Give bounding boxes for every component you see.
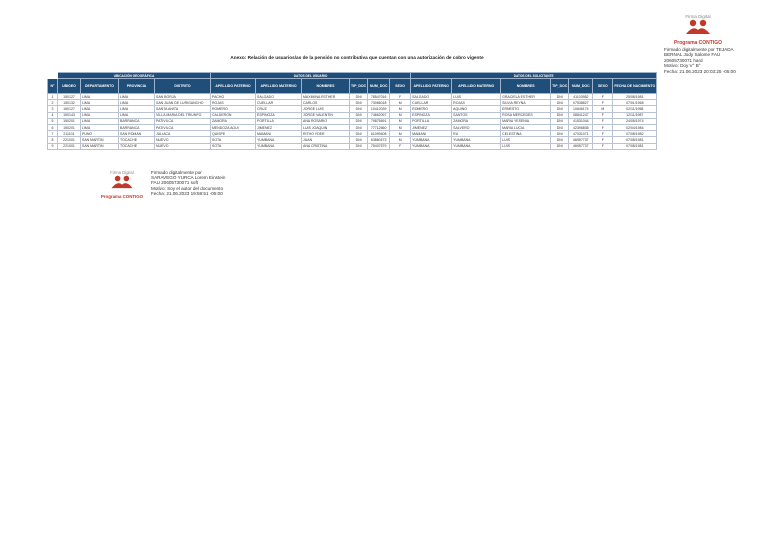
table-cell: LIMA	[81, 118, 119, 124]
table-cell: 46957737	[569, 137, 593, 143]
table-cell: LUIS	[501, 143, 551, 149]
group-header-ubicacion: UBICACIÓN GEOGRÁFICA	[58, 73, 211, 79]
table-cell: 02/04/1984	[613, 124, 657, 130]
table-cell: 07/08/1982	[613, 131, 657, 137]
table-cell: MENDOZA AGUI	[211, 124, 256, 130]
table-body	[48, 94, 657, 150]
table-cell: 12/11/1987	[613, 112, 657, 118]
table-cell: JORGE LUIS	[302, 106, 350, 112]
table-cell: JIMENEZ	[256, 124, 302, 130]
column-header: NOMBRES	[501, 79, 551, 94]
table-cell: LIMA	[119, 94, 155, 100]
column-header: NUM_DOC	[569, 79, 593, 94]
table-cell: ERNESTO	[501, 106, 551, 112]
table-cell: 8	[48, 137, 58, 143]
document-title: Anexo: Relación de usuarios/as de la pensión no contributiva que cuentan con una autorización de cobro vigente	[230, 55, 484, 60]
table-cell: DNI	[551, 143, 569, 149]
signature-line: Firmado digitalmente por TEJADA	[664, 47, 734, 52]
signature-line: Firmado digitalmente por	[151, 170, 202, 175]
table-cell: AQUINO	[452, 106, 501, 112]
table-cell: SAN ROMAN	[119, 131, 155, 137]
program-name: Programa CONTIGO	[673, 40, 723, 46]
column-header: N°	[48, 79, 58, 94]
table-cell: CALDERON	[211, 112, 256, 118]
table-cell: LUIS	[501, 137, 551, 143]
table-cell: SALGADO	[256, 94, 302, 100]
table-cell: SAN MARTIN	[81, 143, 119, 149]
table-cell: 46957737	[569, 143, 593, 149]
table-cell: F	[593, 118, 613, 124]
column-header: APELLIDO PATERNO	[211, 79, 256, 94]
table-cell: PATIVILCA	[155, 124, 211, 130]
table-cell: 150201	[58, 124, 81, 130]
signature-title: Firma Digital	[685, 14, 711, 19]
column-header: APELLIDO MATERNO	[452, 79, 501, 94]
digital-signature-top	[664, 14, 768, 74]
table-cell: JULIACA	[155, 131, 211, 137]
table-cell: F	[593, 131, 613, 137]
table-cell: SAN BORJA	[155, 94, 211, 100]
table-cell: CUELLAR	[411, 100, 452, 106]
table-cell: PATIVILCA	[155, 118, 211, 124]
signature-line: Motivo: Soy el autor del documento	[151, 185, 224, 191]
table-cell: LIMA	[119, 100, 155, 106]
table-cell: YUMBANA	[256, 137, 302, 143]
column-header: SEXO	[593, 79, 613, 94]
signature-line: Motivo: Doy V° B°	[664, 63, 701, 69]
contigo-logo-icon	[683, 19, 713, 35]
table-cell: ANA ROSARIO	[302, 118, 350, 124]
table-cell: YUMBANA	[411, 137, 452, 143]
table-cell: 6	[48, 124, 58, 130]
table-cell: M	[390, 131, 411, 137]
table-cell: M	[390, 100, 411, 106]
column-header: APELLIDO PATERNO	[411, 79, 452, 94]
table-cell: 10412039	[368, 106, 390, 112]
table-cell: 3	[48, 106, 58, 112]
table-cell: F	[593, 124, 613, 130]
table-cell: DNI	[551, 131, 569, 137]
table-cell: CELESTINA	[501, 131, 551, 137]
table-cell: RU	[452, 131, 501, 137]
table-cell: 221001	[58, 143, 81, 149]
table-cell: DNI	[551, 94, 569, 100]
table-cell: SILVIA REYNA	[501, 100, 551, 106]
table-cell: SAN JUAN DE LURIGANCHO	[155, 100, 211, 106]
table-cell: PACHO	[211, 94, 256, 100]
table-cell: 41103952	[569, 94, 593, 100]
table-cell: NUEVO	[155, 137, 211, 143]
table-cell: 79875691	[368, 118, 390, 124]
table-cell: 77712660	[368, 124, 390, 130]
table-cell: 150127	[58, 94, 81, 100]
table-cell: VILLA MARIA DEL TRIUNFO	[155, 112, 211, 118]
table-cell: YUMBANA	[256, 143, 302, 149]
signature-line: 20605730071 hard	[664, 57, 703, 63]
table-cell: 07/08/1981	[613, 143, 657, 149]
signature-title: Firma Digital	[110, 170, 134, 175]
column-header: DEPARTAMENTO	[81, 79, 119, 94]
table-cell: 221001	[58, 137, 81, 143]
table-cell: DNI	[350, 100, 368, 106]
table-cell: 150201	[58, 118, 81, 124]
table-cell: 61099408	[368, 131, 390, 137]
table-cell: ESPINOZA	[411, 112, 452, 118]
table-cell: SANTA ANITA	[155, 106, 211, 112]
table-cell: JIMENEZ	[411, 124, 452, 130]
table-cell: 74662097	[368, 112, 390, 118]
table-cell: F	[593, 137, 613, 143]
table-cell: SOTA	[211, 143, 256, 149]
table-cell: F	[593, 112, 613, 118]
table-cell: ROMERO	[411, 106, 452, 112]
table-cell: ANA CRISTINA	[302, 143, 350, 149]
table-cell: MAXIMINA ESTHER	[302, 94, 350, 100]
signature-line: FAU 20605730071 soft	[151, 180, 198, 186]
signature-details	[664, 47, 768, 74]
table-cell: 5	[48, 118, 58, 124]
table-cell: F	[593, 94, 613, 100]
table-cell: DNI	[350, 143, 368, 149]
column-header: DISTRITO	[155, 79, 211, 94]
table-cell: 07538827	[569, 100, 593, 106]
column-header: NOMBRES	[302, 79, 350, 94]
table-cell: 1	[48, 94, 58, 100]
table-cell: MARIA LUCIA	[501, 124, 551, 130]
table-cell: DNI	[551, 100, 569, 106]
signature-line: BERNAL Jody Salome FAU	[664, 52, 721, 58]
table-cell: DNI	[551, 137, 569, 143]
column-header: PROVINCIA	[119, 79, 155, 94]
table-cell: ZAMORA	[211, 118, 256, 124]
table-cell: 7	[48, 131, 58, 137]
table-cell: M	[390, 137, 411, 143]
table-cell: 63860473	[368, 137, 390, 143]
column-header-row	[48, 79, 657, 94]
table-cell: JORGE VALENTIN	[302, 112, 350, 118]
table-cell: LUIS	[452, 94, 501, 100]
column-header: TIP_DOC	[551, 79, 569, 94]
table-cell: ROMERO	[211, 106, 256, 112]
table-cell: 150127	[58, 106, 81, 112]
table-cell: CARLOS	[302, 100, 350, 106]
table-cell: DNI	[350, 94, 368, 100]
table-cell: F	[390, 143, 411, 149]
contigo-logo-icon	[107, 175, 137, 189]
table-cell: PUNO	[81, 131, 119, 137]
table-cell: DNI	[350, 112, 368, 118]
table-cell: LIMA	[81, 112, 119, 118]
table-cell: LIMA	[81, 100, 119, 106]
signature-line: Fecha: 21.06.2023 20:03:25 -05:00	[664, 68, 736, 74]
table-cell: LIMA	[81, 106, 119, 112]
column-header: APELLIDO MATERNO	[256, 79, 302, 94]
table-cell: BARRANCA	[119, 124, 155, 130]
column-header: SEXO	[390, 79, 411, 94]
table-cell: 2	[48, 100, 58, 106]
table-cell: 24/05/1974	[613, 118, 657, 124]
table-cell: 211101	[58, 131, 81, 137]
table-cell: M	[390, 124, 411, 130]
table-cell: 10646174	[569, 106, 593, 112]
column-header: NUM_DOC	[368, 79, 390, 94]
table-cell: 73066018	[368, 100, 390, 106]
table-cell: GRACIELA ESTHER	[501, 94, 551, 100]
signature-line: Fecha: 21.06.2023 19:58:51 -05:00	[151, 190, 223, 196]
table-cell: MAMANI	[256, 131, 302, 137]
table-cell: RITHO YDER	[302, 131, 350, 137]
table-cell: PORTILLA	[411, 118, 452, 124]
table-row	[48, 143, 657, 149]
table-cell: 150132	[58, 100, 81, 106]
table-cell: SANTOS	[452, 112, 501, 118]
table-cell: ZAMORA	[452, 118, 501, 124]
table-cell: DNI	[350, 124, 368, 130]
table-cell: LUIS JOAQUIN	[302, 124, 350, 130]
table-cell: CRUZ	[256, 106, 302, 112]
contigo-logo	[668, 19, 728, 40]
group-header-solicitante: DATOS DEL SOLICITANTE	[411, 73, 657, 79]
table-cell: 42396808	[569, 124, 593, 130]
table-cell: DNI	[551, 112, 569, 118]
table-cell: YUMBANA	[452, 143, 501, 149]
group-header-usuario: DATOS DEL USUARIO	[211, 73, 411, 79]
column-header: TIP_DOC	[350, 79, 368, 94]
table-cell: 4	[48, 112, 58, 118]
table-cell: NUEVO	[155, 143, 211, 149]
table-cell: DNI	[551, 118, 569, 124]
table-cell: ROSA MERCEDES	[501, 112, 551, 118]
table-cell: M	[390, 112, 411, 118]
table-cell: SAN MARTIN	[81, 137, 119, 143]
signature-line: SARAVEGO YURCA Lorem Einstein	[151, 175, 226, 181]
table-cell: 75407579	[368, 143, 390, 149]
table-cell: ESPINOZA	[256, 112, 302, 118]
table-cell: LIMA	[81, 124, 119, 130]
table-cell: 41531044	[569, 118, 593, 124]
table-cell: DNI	[350, 137, 368, 143]
table-cell: LIMA	[119, 112, 155, 118]
table-cell: F	[390, 94, 411, 100]
table-cell: F	[593, 143, 613, 149]
table-cell: PORTILLA	[256, 118, 302, 124]
program-name: Programa CONTIGO	[100, 194, 144, 199]
table-cell: MARIA YESENIA	[501, 118, 551, 124]
table-cell: 150143	[58, 112, 81, 118]
table-cell: SALGADO	[411, 94, 452, 100]
table-cell: M	[593, 106, 613, 112]
table-cell: 08841247	[569, 112, 593, 118]
table-cell: DNI	[551, 124, 569, 130]
table-cell: YUMBANA	[452, 137, 501, 143]
table-cell: BARRANCA	[119, 118, 155, 124]
table-cell: M	[390, 118, 411, 124]
signature-logo-block	[100, 170, 144, 199]
table-cell: ROJAS	[211, 100, 256, 106]
table-cell: 78547016	[368, 94, 390, 100]
table-cell: JUAN	[302, 137, 350, 143]
table-cell: 07/01/1968	[613, 100, 657, 106]
table-cell: DNI	[350, 106, 368, 112]
table-cell: CUELLAR	[256, 100, 302, 106]
table-cell: DNI	[551, 106, 569, 112]
column-header: UBIGEO	[58, 79, 81, 94]
table-cell: TOCACHE	[119, 143, 155, 149]
table-cell: 25/08/1981	[613, 94, 657, 100]
column-header: FECHA DE NACIMIENTO	[613, 79, 657, 94]
table-cell: DNI	[350, 131, 368, 137]
table-cell: DNI	[350, 118, 368, 124]
table-cell: 02/11/1958	[613, 106, 657, 112]
table-cell: LIMA	[81, 94, 119, 100]
table-cell: YUMBANA	[411, 143, 452, 149]
table-cell: 9	[48, 143, 58, 149]
users-table	[47, 72, 657, 150]
table-cell: MAMANI	[411, 131, 452, 137]
table-cell: LIMA	[119, 106, 155, 112]
table-cell: ROJAS	[452, 100, 501, 106]
table-cell: SALVERO	[452, 124, 501, 130]
signature-details	[151, 170, 225, 196]
table-cell: 07/08/1981	[613, 137, 657, 143]
table-cell: M	[390, 106, 411, 112]
table-cell: QUISPE	[211, 131, 256, 137]
table-cell: 47031071	[569, 131, 593, 137]
table-cell: SOTA	[211, 137, 256, 143]
table-cell: TOCACHE	[119, 137, 155, 143]
table-cell: F	[593, 100, 613, 106]
